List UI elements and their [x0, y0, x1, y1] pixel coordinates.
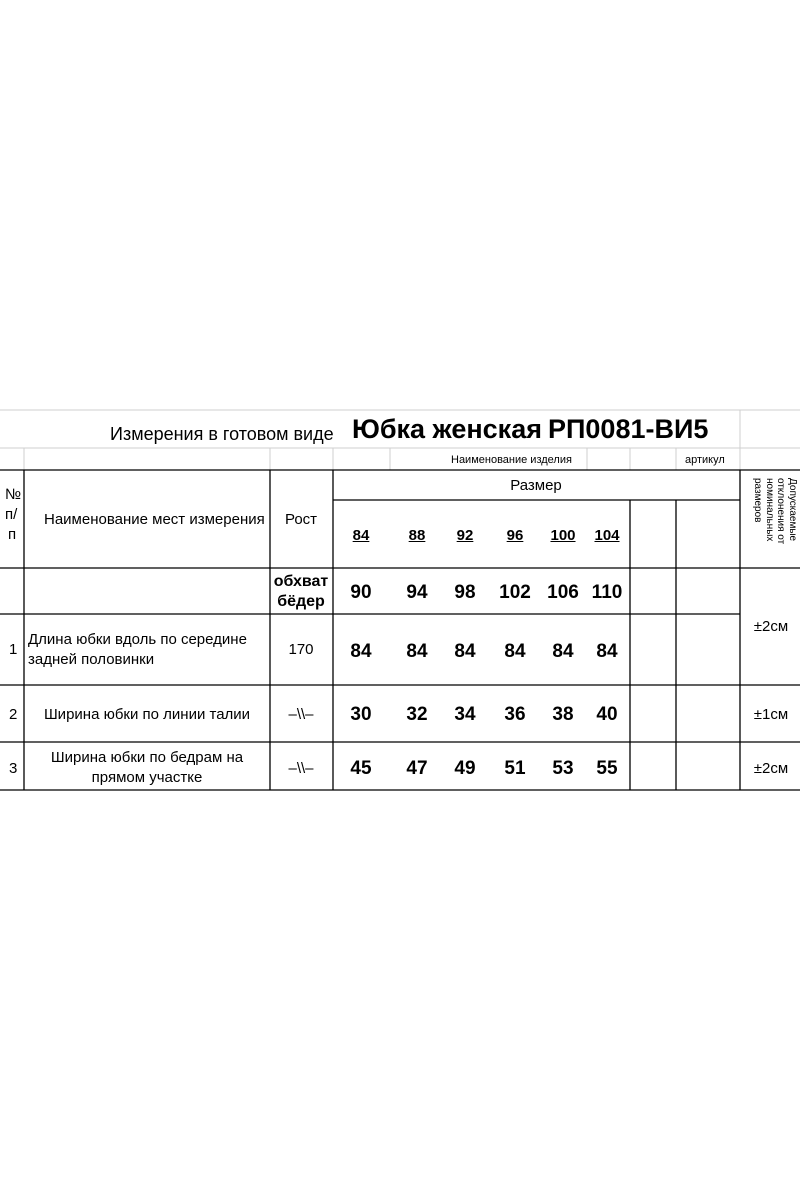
- measure-value: 84: [552, 641, 574, 662]
- number-label-2: п/: [5, 506, 18, 523]
- number-label-3: п: [8, 526, 17, 543]
- measure-value: 84: [406, 641, 428, 662]
- article-code: РП0081-ВИ5: [548, 414, 709, 444]
- product-name-label: Наименование изделия: [451, 454, 572, 466]
- measurements-label: Измерения в готовом виде: [110, 424, 334, 444]
- hips-value: 102: [499, 582, 531, 603]
- measure-value: 38: [552, 704, 574, 725]
- measure-value: 36: [504, 704, 526, 725]
- measure-value: 84: [504, 641, 526, 662]
- hips-value: 98: [454, 582, 476, 603]
- hips-value: 94: [406, 582, 428, 603]
- measure-value: 40: [596, 704, 618, 725]
- height-value: –\\–: [288, 760, 314, 777]
- number-label-1: №: [5, 486, 22, 503]
- measure-name: Ширина юбки по бедрам на прямом участке: [50, 749, 244, 787]
- measure-value: 32: [406, 704, 428, 725]
- hips-label-2: бёдер: [277, 593, 325, 610]
- hips-label-1: обхват: [273, 573, 329, 590]
- size-100: 100: [550, 527, 576, 544]
- measure-name: Длина юбки вдоль по середине задней половинки: [28, 631, 247, 669]
- size-96: 96: [506, 527, 524, 544]
- height-value: –\\–: [288, 706, 314, 723]
- measure-name-header: Наименование мест измерения: [44, 511, 265, 528]
- measure-value: 55: [596, 758, 618, 779]
- measure-value: 84: [454, 641, 476, 662]
- size-92: 92: [456, 527, 474, 544]
- measure-value: 34: [454, 704, 476, 725]
- tolerance-value: ±1см: [753, 706, 789, 723]
- tolerance-value: ±2см: [753, 760, 789, 777]
- measure-value: 30: [350, 704, 372, 725]
- article-label: артикул: [685, 454, 725, 466]
- measure-value: 47: [406, 758, 428, 779]
- size-104: 104: [594, 527, 620, 544]
- product-title: Юбка женская: [352, 414, 542, 444]
- hips-value: 90: [350, 582, 372, 603]
- hips-value: 106: [547, 582, 579, 603]
- measure-name: Ширина юбки по линии талии: [43, 706, 251, 723]
- hips-value: 110: [591, 582, 623, 603]
- measure-value: 49: [454, 758, 476, 779]
- measure-value: 84: [350, 641, 372, 662]
- row-number: 2: [9, 706, 18, 723]
- measure-value: 53: [552, 758, 574, 779]
- row-number: 1: [9, 641, 18, 658]
- height-value: 170: [288, 641, 314, 658]
- tolerance-header: Допускаемые отклонения от номинальных размеров: [752, 478, 798, 545]
- measure-value: 45: [350, 758, 372, 779]
- measure-value: 84: [596, 641, 618, 662]
- size-84: 84: [352, 527, 370, 544]
- height-header: Рост: [284, 511, 318, 528]
- measure-value: 51: [504, 758, 526, 779]
- size-88: 88: [408, 527, 426, 544]
- size-header: Размер: [510, 477, 562, 494]
- tolerance-value: ±2см: [753, 618, 789, 635]
- row-number: 3: [9, 760, 18, 777]
